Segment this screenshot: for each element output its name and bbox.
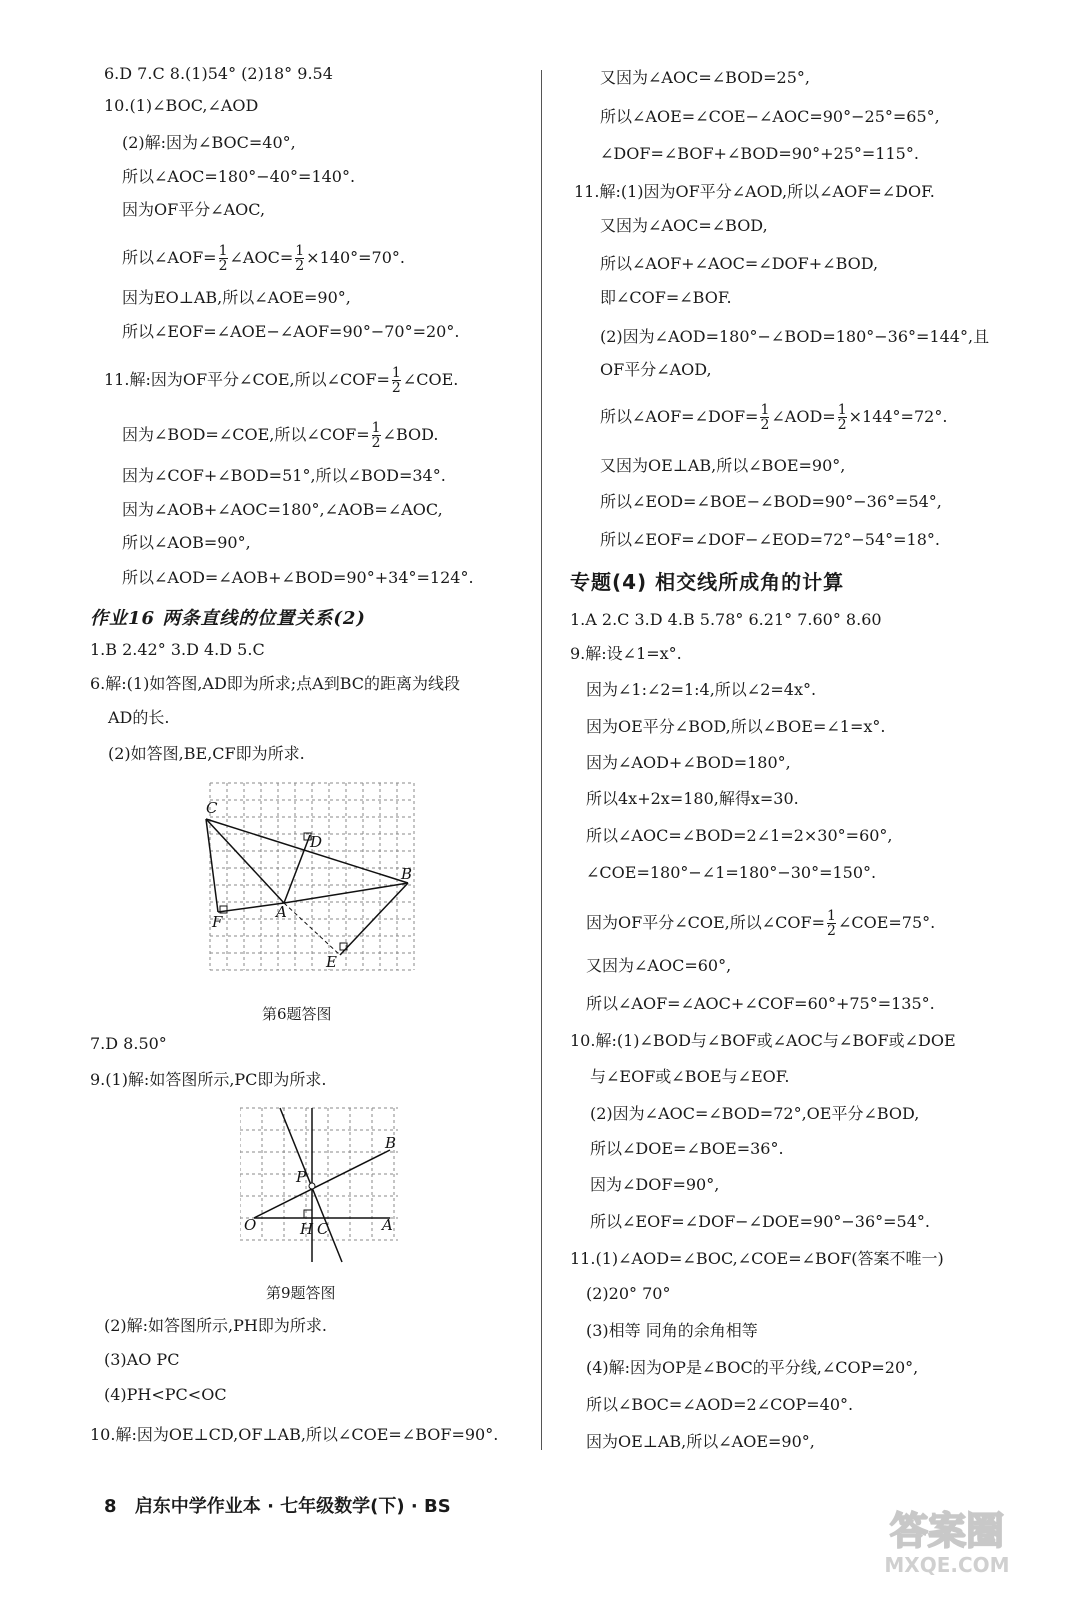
figure-caption: 第6题答图 <box>262 1005 332 1023</box>
fraction-denominator: 2 <box>295 258 305 274</box>
point-label: H <box>300 1220 314 1238</box>
answer-line: (2)20° 70° <box>586 1284 671 1303</box>
answer-line-fraction <box>122 421 438 450</box>
section-heading: 作业16 两条直线的位置关系(2) <box>90 608 366 629</box>
fraction-numerator: 1 <box>760 402 770 418</box>
answer-line-fraction <box>586 909 935 938</box>
text-segment: ∠AOD= <box>771 407 836 426</box>
text-segment: ∠BOD. <box>382 425 439 444</box>
point-label: B <box>401 865 413 883</box>
answer-line: (2)因为∠AOC=∠BOD=72°,OE平分∠BOD, <box>590 1104 920 1123</box>
point-label: A <box>276 903 287 921</box>
answer-line: ∠DOF=∠BOF+∠BOD=90°+25°=115°. <box>600 144 919 163</box>
answer-line: 所以∠AOE=∠COE−∠AOC=90°−25°=65°, <box>600 107 940 126</box>
fraction-denominator: 2 <box>391 380 401 396</box>
text-segment: 所以∠AOF=∠DOF= <box>600 407 759 426</box>
answer-line: 又因为∠AOC=∠BOD=25°, <box>600 68 810 87</box>
answer-line: 又因为OE⊥AB,所以∠BOE=90°, <box>600 456 846 475</box>
fraction-numerator: 1 <box>295 243 305 259</box>
watermark-text: 答案圈 <box>889 1509 1005 1553</box>
book-title: 启东中学作业本 · 七年级数学(下) · BS <box>134 1496 451 1517</box>
answer-line: 因为OE平分∠BOD,所以∠BOE=∠1=x°. <box>586 717 886 736</box>
point-label: P <box>296 1168 307 1186</box>
answer-line: 6.解:(1)如答图,AD即为所求;点A到BC的距离为线段 <box>90 674 461 693</box>
answer-line-fraction <box>122 244 405 273</box>
answer-line: 所以∠DOE=∠BOE=36°. <box>590 1139 784 1158</box>
fraction <box>295 244 304 273</box>
text-segment: ∠COE=75°. <box>837 913 936 932</box>
answer-line: 所以∠AOD=∠AOB+∠BOD=90°+34°=124°. <box>122 568 474 587</box>
point-label: E <box>326 953 337 971</box>
answer-line: 因为∠DOF=90°, <box>590 1175 720 1194</box>
text-segment: 因为OF平分∠COE,所以∠COF= <box>586 913 826 932</box>
fraction <box>760 403 769 432</box>
point-label: C <box>206 799 218 817</box>
answer-line: 与∠EOF或∠BOE与∠EOF. <box>590 1067 790 1086</box>
answer-line-fraction <box>600 403 947 432</box>
answer-line: 10.解:因为OE⊥CD,OF⊥AB,所以∠COE=∠BOF=90°. <box>90 1425 499 1444</box>
fraction-numerator: 1 <box>391 365 401 381</box>
fraction <box>827 909 836 938</box>
answer-line: OF平分∠AOD, <box>600 360 712 379</box>
watermark-logo <box>847 1500 1047 1580</box>
fraction <box>392 366 401 395</box>
answer-line: 因为OF平分∠AOC, <box>122 200 266 219</box>
figure-caption: 第9题答图 <box>266 1284 336 1302</box>
answer-line: 所以∠AOC=180°−40°=140°. <box>122 167 356 186</box>
column-divider <box>541 70 542 1450</box>
fraction-denominator: 2 <box>371 435 381 451</box>
answer-line: 1.A 2.C 3.D 4.B 5.78° 6.21° 7.60° 8.60 <box>570 610 882 629</box>
figure-6 <box>200 775 422 975</box>
fraction-numerator: 1 <box>837 402 847 418</box>
page-footer <box>104 1492 451 1518</box>
answer-line: 即∠COF=∠BOF. <box>600 288 732 307</box>
answer-line: (3)AO PC <box>104 1350 180 1369</box>
page-number: 8 <box>104 1496 117 1517</box>
fraction-denominator: 2 <box>837 417 847 433</box>
point-p <box>309 1183 315 1189</box>
fraction-denominator: 2 <box>827 923 836 939</box>
section-heading: 专题(4) 相交线所成角的计算 <box>570 570 845 594</box>
answer-line: (2)解:因为∠BOC=40°, <box>122 133 296 152</box>
answer-line: (4)PH<PC<OC <box>104 1385 227 1404</box>
text-segment: ×144°=72°. <box>848 407 948 426</box>
answer-line: 因为∠AOB+∠AOC=180°,∠AOB=∠AOC, <box>122 500 443 519</box>
grid <box>210 783 414 970</box>
answer-line: (4)解:因为OP是∠BOC的平分线,∠COP=20°, <box>586 1358 919 1377</box>
answer-line: 所以4x+2x=180,解得x=30. <box>586 789 799 808</box>
answer-line: 7.D 8.50° <box>90 1034 167 1053</box>
answer-line: 所以∠EOF=∠AOE−∠AOF=90°−70°=20°. <box>122 322 460 341</box>
answer-line: 10.(1)∠BOC,∠AOD <box>104 96 259 115</box>
figure-9 <box>240 1100 410 1270</box>
answer-line: 因为OE⊥AB,所以∠AOE=90°, <box>586 1432 815 1451</box>
fraction <box>372 421 381 450</box>
watermark-url: MXQE.COM <box>884 1553 1010 1577</box>
ray-ob <box>254 1150 390 1218</box>
answer-line: 6.D 7.C 8.(1)54° (2)18° 9.54 <box>104 64 333 83</box>
answer-line: 所以∠EOF=∠DOF−∠DOE=90°−36°=54°. <box>590 1212 930 1231</box>
answer-line-fraction <box>104 366 458 395</box>
fraction-denominator: 2 <box>218 258 228 274</box>
answer-line: 又因为∠AOC=∠BOD, <box>600 216 768 235</box>
fraction-numerator: 1 <box>827 908 836 924</box>
answer-line: 所以∠EOF=∠DOF−∠EOD=72°−54°=18°. <box>600 530 940 549</box>
point-label: C <box>317 1220 329 1238</box>
answer-line: 11.(1)∠AOD=∠BOC,∠COE=∠BOF(答案不唯一) <box>570 1249 944 1268</box>
text-segment: ×140°=70°. <box>306 248 405 267</box>
answer-line: 所以∠AOF+∠AOC=∠DOF+∠BOD, <box>600 254 879 273</box>
answer-line: ∠COE=180°−∠1=180°−30°=150°. <box>586 863 877 882</box>
answer-line: 又因为∠AOC=60°, <box>586 956 732 975</box>
text-segment: 所以∠AOF= <box>122 248 217 267</box>
segment-cf <box>206 819 218 912</box>
text-segment: 11.解:因为OF平分∠COE,所以∠COF= <box>104 370 390 389</box>
point-label: D <box>310 833 323 851</box>
answer-line: 9.(1)解:如答图所示,PC即为所求. <box>90 1070 327 1089</box>
answer-line: 因为∠COF+∠BOD=51°,所以∠BOD=34°. <box>122 466 446 485</box>
answer-line: AD的长. <box>108 708 170 727</box>
answer-line: 所以∠AOF=∠AOC+∠COF=60°+75°=135°. <box>586 994 935 1013</box>
answer-line: 因为∠1:∠2=1:4,所以∠2=4x°. <box>586 680 817 699</box>
answer-line: 11.解:(1)因为OF平分∠AOD,所以∠AOF=∠DOF. <box>574 182 935 201</box>
answer-line: 9.解:设∠1=x°. <box>570 644 682 663</box>
point-label: F <box>212 913 223 931</box>
answer-line: (2)如答图,BE,CF即为所求. <box>108 744 305 763</box>
fraction <box>219 244 228 273</box>
answer-line: 1.B 2.42° 3.D 4.D 5.C <box>90 640 265 659</box>
answer-line: 10.解:(1)∠BOD与∠BOF或∠AOC与∠BOF或∠DOE <box>570 1031 956 1050</box>
answer-line: (2)解:如答图所示,PH即为所求. <box>104 1316 327 1335</box>
answer-line: 因为EO⊥AB,所以∠AOE=90°, <box>122 288 351 307</box>
text-segment: 因为∠BOD=∠COE,所以∠COF= <box>122 425 370 444</box>
fraction <box>838 403 847 432</box>
point-label: O <box>244 1216 257 1234</box>
answer-line: 所以∠EOD=∠BOE−∠BOD=90°−36°=54°, <box>600 492 942 511</box>
answer-line: 所以∠BOC=∠AOD=2∠COP=40°. <box>586 1395 854 1414</box>
right-angle-mark <box>304 1210 312 1218</box>
fraction-numerator: 1 <box>371 420 381 436</box>
point-label: B <box>385 1134 397 1152</box>
text-segment: ∠COE. <box>402 370 459 389</box>
answer-line: 因为∠AOD+∠BOD=180°, <box>586 753 791 772</box>
fraction-numerator: 1 <box>218 243 228 259</box>
fraction-denominator: 2 <box>760 417 770 433</box>
point-label: A <box>382 1216 393 1234</box>
answer-line: (2)因为∠AOD=180°−∠BOD=180°−36°=144°,且 <box>600 327 990 346</box>
answer-line: (3)相等 同角的余角相等 <box>586 1321 758 1340</box>
text-segment: ∠AOC= <box>229 248 294 267</box>
answer-line: 所以∠AOB=90°, <box>122 533 251 552</box>
answer-line: 所以∠AOC=∠BOD=2∠1=2×30°=60°, <box>586 826 893 845</box>
segment-fa <box>218 903 284 912</box>
